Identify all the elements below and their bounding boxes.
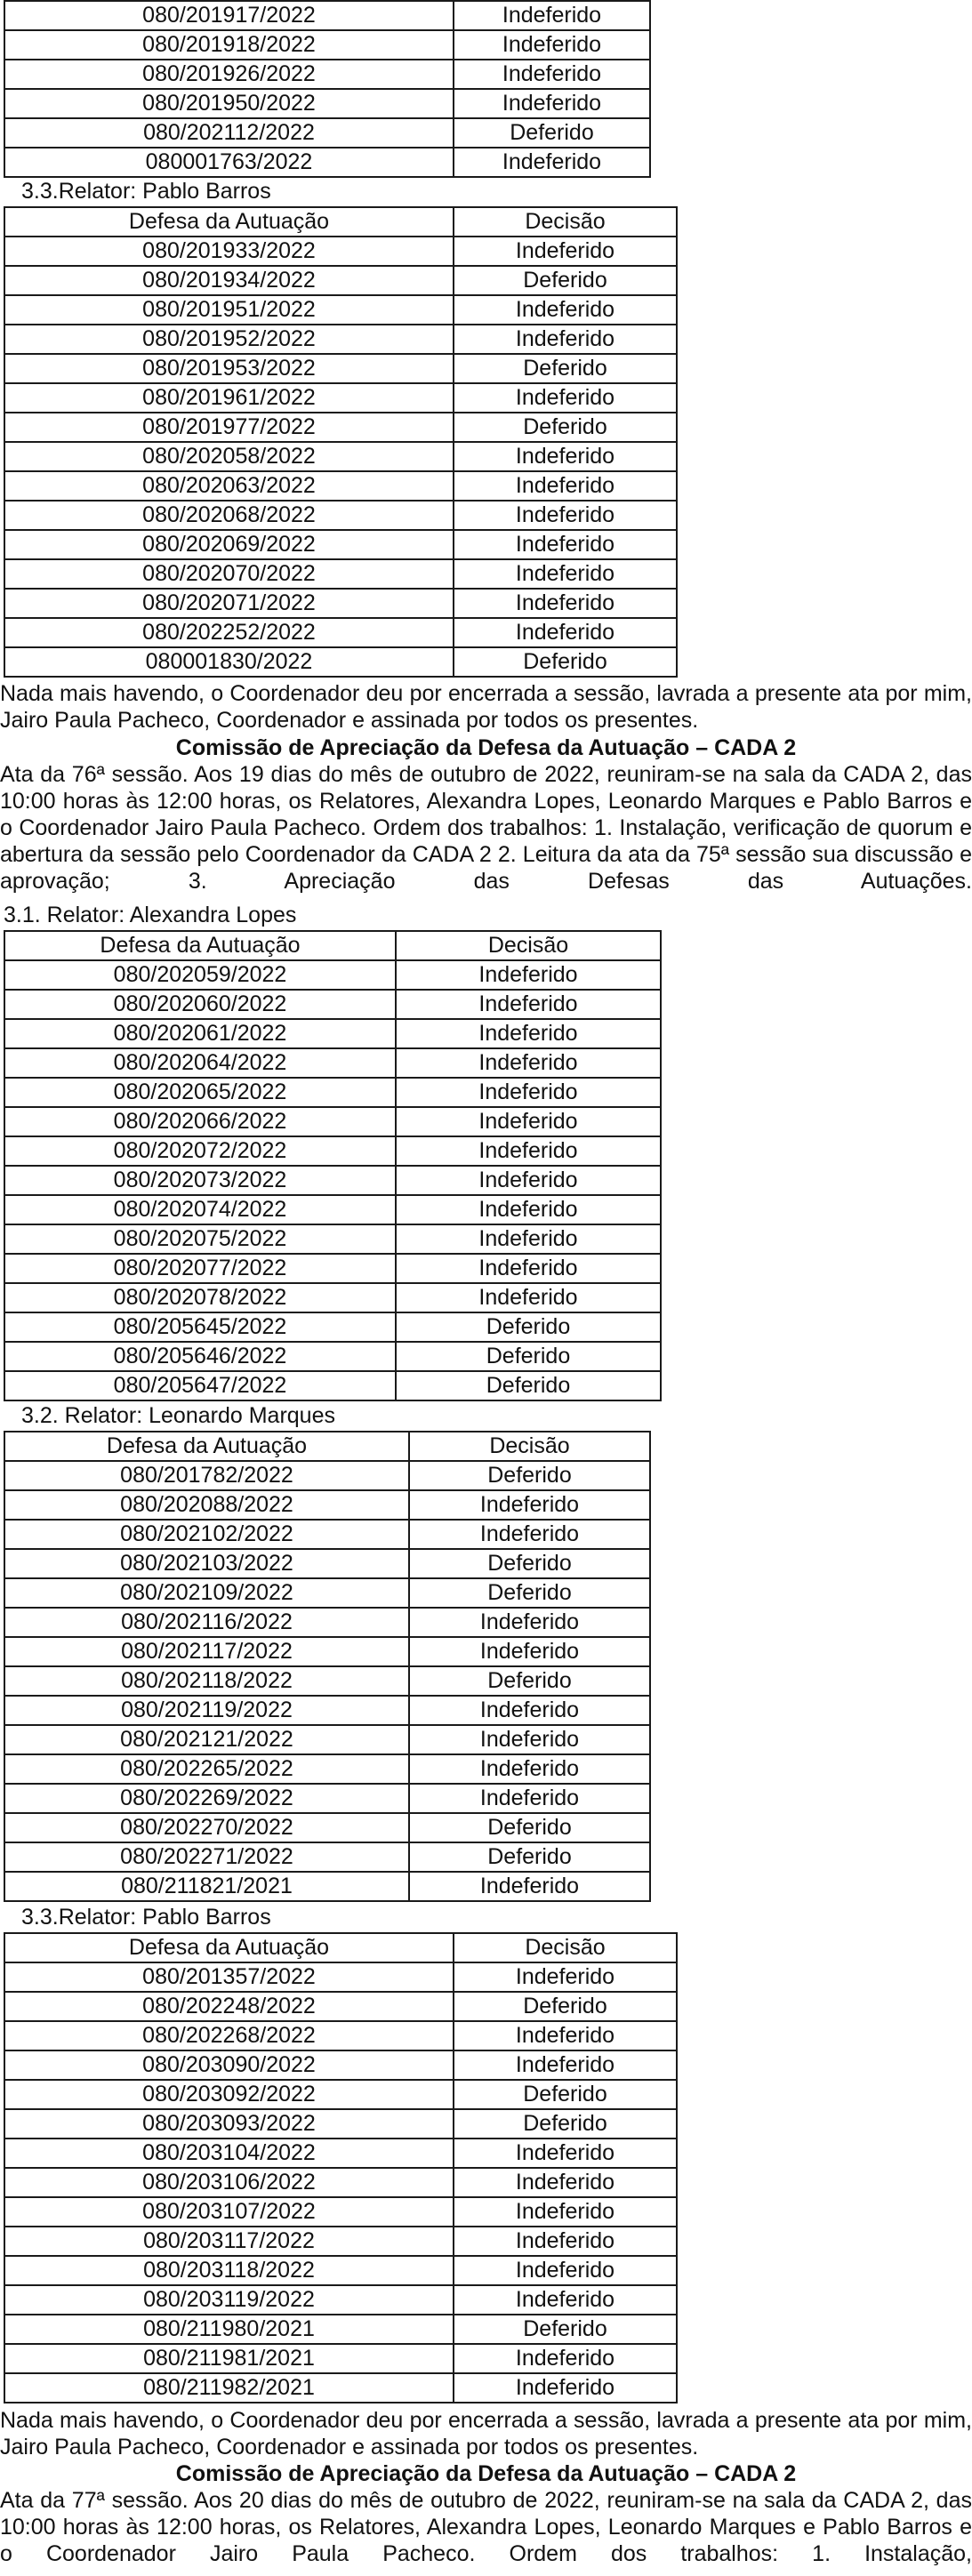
process-number-cell: 080001763/2022 bbox=[4, 148, 454, 177]
decision-table-leonardo-marques bbox=[4, 1431, 651, 1902]
decision-cell: Deferido bbox=[409, 1461, 650, 1490]
table-row bbox=[4, 589, 677, 618]
process-number-cell: 080/202118/2022 bbox=[4, 1666, 409, 1696]
process-number-cell: 080/202069/2022 bbox=[4, 530, 454, 559]
column-header-decisao: Decisão bbox=[454, 1933, 677, 1962]
decision-cell: Indeferido bbox=[409, 1696, 650, 1725]
table-row bbox=[4, 530, 677, 559]
table-row bbox=[4, 1136, 661, 1166]
table-row bbox=[4, 1371, 661, 1400]
table-row bbox=[4, 1962, 677, 1992]
table-row bbox=[4, 2021, 677, 2050]
process-number-cell: 080/203106/2022 bbox=[4, 2168, 454, 2197]
process-number-cell: 080/202265/2022 bbox=[4, 1754, 409, 1784]
decision-cell: Deferido bbox=[454, 413, 677, 442]
table-row bbox=[4, 559, 677, 589]
column-header-defesa: Defesa da Autuação bbox=[4, 1432, 409, 1461]
process-number-cell: 080/202271/2022 bbox=[4, 1842, 409, 1872]
table-header-row bbox=[4, 207, 677, 237]
decision-cell: Deferido bbox=[454, 647, 677, 677]
decision-cell: Indeferido bbox=[454, 2050, 677, 2080]
table-row bbox=[4, 960, 661, 990]
decision-cell: Indeferido bbox=[396, 960, 661, 990]
decision-cell: Indeferido bbox=[454, 60, 650, 89]
decision-cell: Deferido bbox=[396, 1371, 661, 1400]
table-row bbox=[4, 1842, 650, 1872]
process-number-cell: 080/203090/2022 bbox=[4, 2050, 454, 2080]
table-row bbox=[4, 295, 677, 325]
process-number-cell: 080/205646/2022 bbox=[4, 1342, 396, 1371]
table-row bbox=[4, 2344, 677, 2373]
process-number-cell: 080/201926/2022 bbox=[4, 60, 454, 89]
closing-paragraph: Nada mais havendo, o Coordenador deu por encerrada a sessão, lavrada a presente ata por mim, Jairo Paula Pacheco, Coordenador e assinada por todos os presentes. bbox=[0, 681, 972, 733]
process-number-cell: 080/202065/2022 bbox=[4, 1078, 396, 1107]
process-number-cell: 080/202077/2022 bbox=[4, 1254, 396, 1283]
table-header-row bbox=[4, 1432, 650, 1461]
table-row bbox=[4, 1872, 650, 1901]
process-number-cell: 080/211982/2021 bbox=[4, 2373, 454, 2403]
table-row bbox=[4, 413, 677, 442]
table-row bbox=[4, 1608, 650, 1637]
decision-cell: Indeferido bbox=[396, 1048, 661, 1078]
decision-cell: Deferido bbox=[409, 1666, 650, 1696]
column-header-defesa: Defesa da Autuação bbox=[4, 207, 454, 237]
table-row bbox=[4, 1254, 661, 1283]
table-row bbox=[4, 1195, 661, 1224]
process-number-cell: 080/202088/2022 bbox=[4, 1490, 409, 1520]
process-number-cell: 080/202059/2022 bbox=[4, 960, 396, 990]
process-number-cell: 080/202073/2022 bbox=[4, 1166, 396, 1195]
process-number-cell: 080/202248/2022 bbox=[4, 1992, 454, 2021]
process-number-cell: 080/203119/2022 bbox=[4, 2285, 454, 2315]
decision-cell: Indeferido bbox=[396, 1019, 661, 1048]
process-number-cell: 080/202121/2022 bbox=[4, 1725, 409, 1754]
table-row bbox=[4, 1461, 650, 1490]
decision-table-pablo-barros-b bbox=[4, 1932, 678, 2403]
table-row bbox=[4, 2227, 677, 2256]
process-number-cell: 080/201918/2022 bbox=[4, 30, 454, 60]
decision-cell: Indeferido bbox=[454, 589, 677, 618]
decision-cell: Indeferido bbox=[396, 1078, 661, 1107]
table-row bbox=[4, 2109, 677, 2139]
table-row bbox=[4, 442, 677, 471]
process-number-cell: 080/203107/2022 bbox=[4, 2197, 454, 2227]
process-number-cell: 080/202072/2022 bbox=[4, 1136, 396, 1166]
column-header-defesa: Defesa da Autuação bbox=[4, 931, 396, 960]
decision-cell: Indeferido bbox=[454, 2021, 677, 2050]
table-row bbox=[4, 1312, 661, 1342]
decision-cell: Deferido bbox=[409, 1549, 650, 1578]
table-row bbox=[4, 266, 677, 295]
decision-cell: Indeferido bbox=[454, 2197, 677, 2227]
decision-cell: Deferido bbox=[454, 2315, 677, 2344]
column-header-decisao: Decisão bbox=[454, 207, 677, 237]
process-number-cell: 080001830/2022 bbox=[4, 647, 454, 677]
table bbox=[4, 930, 662, 1401]
decision-cell: Indeferido bbox=[409, 1754, 650, 1784]
decision-cell: Indeferido bbox=[454, 442, 677, 471]
process-number-cell: 080/202270/2022 bbox=[4, 1813, 409, 1842]
decision-cell: Deferido bbox=[409, 1578, 650, 1608]
table-row bbox=[4, 383, 677, 413]
decision-table-top bbox=[4, 0, 651, 178]
table-header-row bbox=[4, 1933, 677, 1962]
decision-cell: Deferido bbox=[454, 2109, 677, 2139]
table-row bbox=[4, 1813, 650, 1842]
relator-heading: 3.3.Relator: Pablo Barros bbox=[21, 1905, 271, 1930]
process-number-cell: 080/202269/2022 bbox=[4, 1784, 409, 1813]
table-row bbox=[4, 2168, 677, 2197]
decision-cell: Indeferido bbox=[396, 1166, 661, 1195]
process-number-cell: 080/211980/2021 bbox=[4, 2315, 454, 2344]
decision-cell: Indeferido bbox=[454, 2373, 677, 2403]
table-row bbox=[4, 990, 661, 1019]
table-row bbox=[4, 1696, 650, 1725]
process-number-cell: 080/201917/2022 bbox=[4, 1, 454, 30]
decision-cell: Indeferido bbox=[454, 2139, 677, 2168]
decision-table-pablo-barros-a bbox=[4, 206, 678, 678]
decision-cell: Deferido bbox=[454, 266, 677, 295]
process-number-cell: 080/205645/2022 bbox=[4, 1312, 396, 1342]
process-number-cell: 080/201950/2022 bbox=[4, 89, 454, 118]
table-row bbox=[4, 30, 650, 60]
process-number-cell: 080/202070/2022 bbox=[4, 559, 454, 589]
session-paragraph: Ata da 76ª sessão. Aos 19 dias do mês de outubro de 2022, reuniram-se na sala da CADA 2, das 10:00 horas às 12:00 horas, os Relatores, Alexandra Lopes, Leonardo Marques e Pablo Barros e o Coordenador Jairo Paula Pacheco. Ordem dos trabalhos: 1. Instalação, verificação de quorum e abertura da sessão pelo Coordenador da CADA 2 2. Leitura da ata da 75ª sessão sua discussão e aprovação; 3. Apreciação das Defesas das Autuações. bbox=[0, 762, 972, 894]
process-number-cell: 080/202074/2022 bbox=[4, 1195, 396, 1224]
table-row bbox=[4, 325, 677, 354]
decision-cell: Indeferido bbox=[454, 89, 650, 118]
table-row bbox=[4, 1666, 650, 1696]
table bbox=[4, 0, 651, 178]
table-row bbox=[4, 1283, 661, 1312]
decision-cell: Indeferido bbox=[454, 383, 677, 413]
decision-cell: Indeferido bbox=[396, 1254, 661, 1283]
table-row bbox=[4, 1107, 661, 1136]
process-number-cell: 080/202075/2022 bbox=[4, 1224, 396, 1254]
process-number-cell: 080/202071/2022 bbox=[4, 589, 454, 618]
table-row bbox=[4, 89, 650, 118]
table-row bbox=[4, 1019, 661, 1048]
decision-cell: Indeferido bbox=[454, 2344, 677, 2373]
decision-cell: Indeferido bbox=[396, 1195, 661, 1224]
process-number-cell: 080/203118/2022 bbox=[4, 2256, 454, 2285]
session-paragraph: Ata da 77ª sessão. Aos 20 dias do mês de outubro de 2022, reuniram-se na sala da CADA 2, das 10:00 horas às 12:00 horas, os Relatores, Alexandra Lopes, Leonardo Marques e Pablo Barros e o Coordenador Jairo Paula Pacheco. Ordem dos trabalhos: 1. Instalação, bbox=[0, 2488, 972, 2566]
process-number-cell: 080/202119/2022 bbox=[4, 1696, 409, 1725]
process-number-cell: 080/211821/2021 bbox=[4, 1872, 409, 1901]
decision-cell: Indeferido bbox=[454, 618, 677, 647]
process-number-cell: 080/202078/2022 bbox=[4, 1283, 396, 1312]
table-row bbox=[4, 1078, 661, 1107]
relator-heading: 3.3.Relator: Pablo Barros bbox=[21, 179, 271, 204]
decision-cell: Deferido bbox=[454, 2080, 677, 2109]
process-number-cell: 080/202116/2022 bbox=[4, 1608, 409, 1637]
table-row bbox=[4, 1549, 650, 1578]
table-row bbox=[4, 1725, 650, 1754]
decision-cell: Indeferido bbox=[454, 1, 650, 30]
table-row bbox=[4, 2080, 677, 2109]
table-row bbox=[4, 1637, 650, 1666]
process-number-cell: 080/201933/2022 bbox=[4, 237, 454, 266]
table-row bbox=[4, 1490, 650, 1520]
process-number-cell: 080/201953/2022 bbox=[4, 354, 454, 383]
process-number-cell: 080/201977/2022 bbox=[4, 413, 454, 442]
decision-cell: Indeferido bbox=[454, 559, 677, 589]
process-number-cell: 080/203117/2022 bbox=[4, 2227, 454, 2256]
process-number-cell: 080/202068/2022 bbox=[4, 501, 454, 530]
decision-cell: Indeferido bbox=[409, 1784, 650, 1813]
decision-cell: Indeferido bbox=[454, 237, 677, 266]
process-number-cell: 080/202064/2022 bbox=[4, 1048, 396, 1078]
decision-cell: Indeferido bbox=[409, 1490, 650, 1520]
table-row bbox=[4, 148, 650, 177]
table-row bbox=[4, 1224, 661, 1254]
closing-paragraph: Nada mais havendo, o Coordenador deu por encerrada a sessão, lavrada a presente ata por mim, Jairo Paula Pacheco, Coordenador e assinada por todos os presentes. bbox=[0, 2408, 972, 2460]
process-number-cell: 080/202109/2022 bbox=[4, 1578, 409, 1608]
process-number-cell: 080/201934/2022 bbox=[4, 266, 454, 295]
process-number-cell: 080/205647/2022 bbox=[4, 1371, 396, 1400]
decision-cell: Indeferido bbox=[409, 1520, 650, 1549]
process-number-cell: 080/201952/2022 bbox=[4, 325, 454, 354]
table-row bbox=[4, 1048, 661, 1078]
process-number-cell: 080/202060/2022 bbox=[4, 990, 396, 1019]
process-number-cell: 080/203092/2022 bbox=[4, 2080, 454, 2109]
column-header-decisao: Decisão bbox=[409, 1432, 650, 1461]
decision-cell: Deferido bbox=[396, 1342, 661, 1371]
table-row bbox=[4, 1578, 650, 1608]
decision-cell: Indeferido bbox=[396, 1136, 661, 1166]
process-number-cell: 080/202102/2022 bbox=[4, 1520, 409, 1549]
process-number-cell: 080/211981/2021 bbox=[4, 2344, 454, 2373]
table-row bbox=[4, 1342, 661, 1371]
table bbox=[4, 206, 678, 678]
decision-cell: Indeferido bbox=[454, 2227, 677, 2256]
table-row bbox=[4, 237, 677, 266]
relator-heading: 3.1. Relator: Alexandra Lopes bbox=[4, 903, 297, 927]
process-number-cell: 080/202252/2022 bbox=[4, 618, 454, 647]
table-row bbox=[4, 354, 677, 383]
decision-cell: Indeferido bbox=[454, 471, 677, 501]
process-number-cell: 080/202063/2022 bbox=[4, 471, 454, 501]
decision-cell: Deferido bbox=[454, 1992, 677, 2021]
session-title: Comissão de Apreciação da Defesa da Autuação – CADA 2 bbox=[175, 735, 797, 760]
decision-cell: Deferido bbox=[409, 1842, 650, 1872]
table bbox=[4, 1431, 651, 1902]
decision-cell: Indeferido bbox=[396, 1224, 661, 1254]
table-row bbox=[4, 118, 650, 148]
table-row bbox=[4, 60, 650, 89]
process-number-cell: 080/201357/2022 bbox=[4, 1962, 454, 1992]
relator-heading: 3.2. Relator: Leonardo Marques bbox=[21, 1403, 335, 1428]
decision-cell: Indeferido bbox=[396, 1283, 661, 1312]
process-number-cell: 080/202268/2022 bbox=[4, 2021, 454, 2050]
process-number-cell: 080/201782/2022 bbox=[4, 1461, 409, 1490]
process-number-cell: 080/201961/2022 bbox=[4, 383, 454, 413]
decision-cell: Indeferido bbox=[409, 1872, 650, 1901]
process-number-cell: 080/203104/2022 bbox=[4, 2139, 454, 2168]
process-number-cell: 080/202058/2022 bbox=[4, 442, 454, 471]
table-row bbox=[4, 2050, 677, 2080]
column-header-defesa: Defesa da Autuação bbox=[4, 1933, 454, 1962]
decision-cell: Deferido bbox=[454, 354, 677, 383]
table-row bbox=[4, 2373, 677, 2403]
decision-cell: Indeferido bbox=[454, 2285, 677, 2315]
decision-table-alexandra-lopes bbox=[4, 930, 662, 1401]
table-row bbox=[4, 1520, 650, 1549]
table-row bbox=[4, 501, 677, 530]
table-row bbox=[4, 1, 650, 30]
process-number-cell: 080/202103/2022 bbox=[4, 1549, 409, 1578]
table-row bbox=[4, 2139, 677, 2168]
decision-cell: Indeferido bbox=[454, 2168, 677, 2197]
decision-cell: Indeferido bbox=[454, 501, 677, 530]
table-row bbox=[4, 2256, 677, 2285]
process-number-cell: 080/202061/2022 bbox=[4, 1019, 396, 1048]
table bbox=[4, 1932, 678, 2403]
table-row bbox=[4, 2285, 677, 2315]
decision-cell: Indeferido bbox=[396, 1107, 661, 1136]
table-row bbox=[4, 647, 677, 677]
process-number-cell: 080/202066/2022 bbox=[4, 1107, 396, 1136]
decision-cell: Deferido bbox=[409, 1813, 650, 1842]
decision-cell: Indeferido bbox=[454, 295, 677, 325]
table-row bbox=[4, 1992, 677, 2021]
table-row bbox=[4, 2197, 677, 2227]
table-row bbox=[4, 618, 677, 647]
table-row bbox=[4, 1784, 650, 1813]
process-number-cell: 080/201951/2022 bbox=[4, 295, 454, 325]
decision-cell: Indeferido bbox=[454, 1962, 677, 1992]
process-number-cell: 080/202117/2022 bbox=[4, 1637, 409, 1666]
decision-cell: Indeferido bbox=[454, 148, 650, 177]
decision-cell: Deferido bbox=[396, 1312, 661, 1342]
session-title: Comissão de Apreciação da Defesa da Autuação – CADA 2 bbox=[175, 2461, 797, 2486]
table-row bbox=[4, 2315, 677, 2344]
decision-cell: Indeferido bbox=[396, 990, 661, 1019]
decision-cell: Indeferido bbox=[454, 530, 677, 559]
decision-cell: Indeferido bbox=[409, 1637, 650, 1666]
process-number-cell: 080/202112/2022 bbox=[4, 118, 454, 148]
column-header-decisao: Decisão bbox=[396, 931, 661, 960]
decision-cell: Indeferido bbox=[454, 30, 650, 60]
table-row bbox=[4, 471, 677, 501]
decision-cell: Deferido bbox=[454, 118, 650, 148]
process-number-cell: 080/203093/2022 bbox=[4, 2109, 454, 2139]
decision-cell: Indeferido bbox=[454, 325, 677, 354]
decision-cell: Indeferido bbox=[409, 1725, 650, 1754]
table-row bbox=[4, 1166, 661, 1195]
table-row bbox=[4, 1754, 650, 1784]
table-header-row bbox=[4, 931, 661, 960]
decision-cell: Indeferido bbox=[454, 2256, 677, 2285]
decision-cell: Indeferido bbox=[409, 1608, 650, 1637]
